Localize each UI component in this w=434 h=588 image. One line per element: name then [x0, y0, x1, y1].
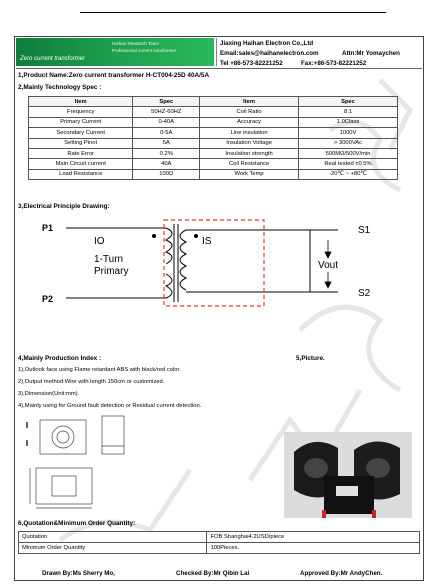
spec-cell: 0.2%: [133, 148, 200, 158]
terminal-p2: P2: [42, 294, 54, 304]
contact-fax: Fax:+86-573-82221252: [301, 60, 367, 67]
spec-cell: Coil Ratio: [200, 107, 299, 117]
production-index-item: 2),Output method:Wire with length 150cm or customized.: [18, 379, 165, 385]
bottom-view: [36, 468, 92, 504]
spec-row: [29, 117, 398, 127]
spec-cell: Main Circuit current: [29, 159, 133, 169]
spec-cell: 1.0Class: [299, 117, 398, 127]
spec-header: Item: [200, 97, 299, 107]
moq-label: Minimum Order Quantity: [19, 543, 207, 554]
moq-value: 100Pieces.: [207, 543, 420, 554]
production-index-heading: 4,Mainly Production Index :: [18, 355, 102, 362]
side-view: [102, 416, 124, 454]
drawing-heading: 3,Electrical Principle Drawing:: [18, 203, 110, 210]
contact-attn: Attn:Mr Yomaychen: [342, 50, 400, 57]
quotation-label: Quotation: [19, 532, 207, 543]
spec-row: [29, 169, 398, 179]
primary-winding: [166, 228, 172, 264]
ct-boundary: [164, 220, 264, 306]
contact-email[interactable]: Email:sales@haihanelectron.com: [220, 50, 319, 57]
spec-cell: Secondary Current: [29, 128, 133, 138]
spec-cell: Frequency: [29, 107, 133, 117]
spec-cell: 1000V: [299, 128, 398, 138]
product-name: 1,Product Name:Zero current transformer H-CT004-25D 40A/5A: [18, 72, 210, 79]
front-view: [40, 420, 86, 454]
spec-cell: 100Ω: [133, 169, 200, 179]
spec-cell: Insulation Voltage: [200, 138, 299, 148]
spec-row: [29, 138, 398, 148]
primary-label-1: 1-Turn: [94, 254, 124, 265]
spec-row: [29, 148, 398, 158]
banner-tag: Haihan Research Team: [112, 41, 159, 46]
spec-cell: Setting Pinot: [29, 138, 133, 148]
spec-header: Spec: [133, 97, 200, 107]
header-rule: [16, 68, 422, 69]
company-name: Jiaxing Haihan Electron Co.,Ltd: [220, 40, 314, 47]
banner-tag: Professional current transformer: [112, 48, 177, 53]
spec-heading: 2,Mainly Technology Spec :: [18, 84, 102, 91]
spec-cell: 0-40A: [133, 117, 200, 127]
checked-by: Checked By:Mr Qibin Lai: [176, 570, 250, 577]
quotation-heading: 6,Quotation&Minimum Order Quantity:: [18, 520, 136, 527]
spec-cell: 0-5A: [133, 128, 200, 138]
spec-cell: Primary Current: [29, 117, 133, 127]
quotation-value: FOB Shanghai4.2USD/piece: [207, 532, 420, 543]
spec-cell: Real tested ±0.5%: [299, 159, 398, 169]
spec-header: Item: [29, 97, 133, 107]
spec-cell: Rate Error: [29, 148, 133, 158]
principle-drawing: [38, 216, 398, 312]
production-index-item: 1),Outlook face using Flame retardant ABS with black/red color.: [18, 367, 181, 373]
spec-cell: Line insulation: [200, 128, 299, 138]
primary-label-2: Primary: [94, 266, 129, 277]
spec-cell: > 3000VAc: [299, 138, 398, 148]
spec-table: [28, 96, 398, 180]
quotation-row: [19, 532, 420, 543]
vout-label: Vout: [318, 260, 339, 271]
primary-dot: [152, 234, 156, 238]
picture-heading: 5,Picture.: [296, 355, 325, 362]
spec-cell: Load Resistance: [29, 169, 133, 179]
secondary-dot: [194, 234, 198, 238]
contact-tel: Tel +86-573-82221252: [220, 60, 283, 67]
secondary-winding: [180, 230, 186, 290]
spec-row: [29, 128, 398, 138]
header-banner: [16, 38, 214, 66]
spec-cell: 8:1: [299, 107, 398, 117]
terminal-s2: S2: [358, 288, 371, 299]
approved-by: Approved By:Mr AndyChen.: [300, 570, 383, 577]
spec-cell: Coil Resistance: [200, 159, 299, 169]
product-photo: [284, 432, 412, 518]
header-divider: [216, 38, 217, 66]
spec-cell: 5A: [133, 138, 200, 148]
spec-cell: 40A: [133, 159, 200, 169]
spec-cell: Accuracy: [200, 117, 299, 127]
production-index-item: 3),Dimension(Unit:mm).: [18, 391, 80, 397]
dimension-drawings: [22, 412, 134, 512]
top-rule: [80, 12, 386, 13]
io-label: IO: [94, 236, 105, 247]
production-index-item: 4),Mainly using for Ground fault detection or Residual current detection.: [18, 403, 202, 409]
spec-row: [29, 159, 398, 169]
spec-header: Spec: [299, 97, 398, 107]
quotation-table: [18, 531, 420, 554]
spec-cell: 500MΩ/500V/min: [299, 148, 398, 158]
spec-cell: 50HZ-60HZ: [133, 107, 200, 117]
terminal-s1: S1: [358, 225, 371, 236]
quotation-row: [19, 543, 420, 554]
drawn-by: Drawn By:Ms Sherry Mo,: [42, 570, 115, 577]
terminal-p1: P1: [42, 223, 54, 233]
spec-cell: Work Temp: [200, 169, 299, 179]
spec-cell: Insulation strength: [200, 148, 299, 158]
is-label: IS: [202, 236, 212, 247]
spec-header-row: [29, 97, 398, 107]
spec-row: [29, 107, 398, 117]
spec-cell: -20℃ ~ +80℃: [299, 169, 398, 179]
banner-subtitle: Zero current transformer: [20, 56, 86, 62]
